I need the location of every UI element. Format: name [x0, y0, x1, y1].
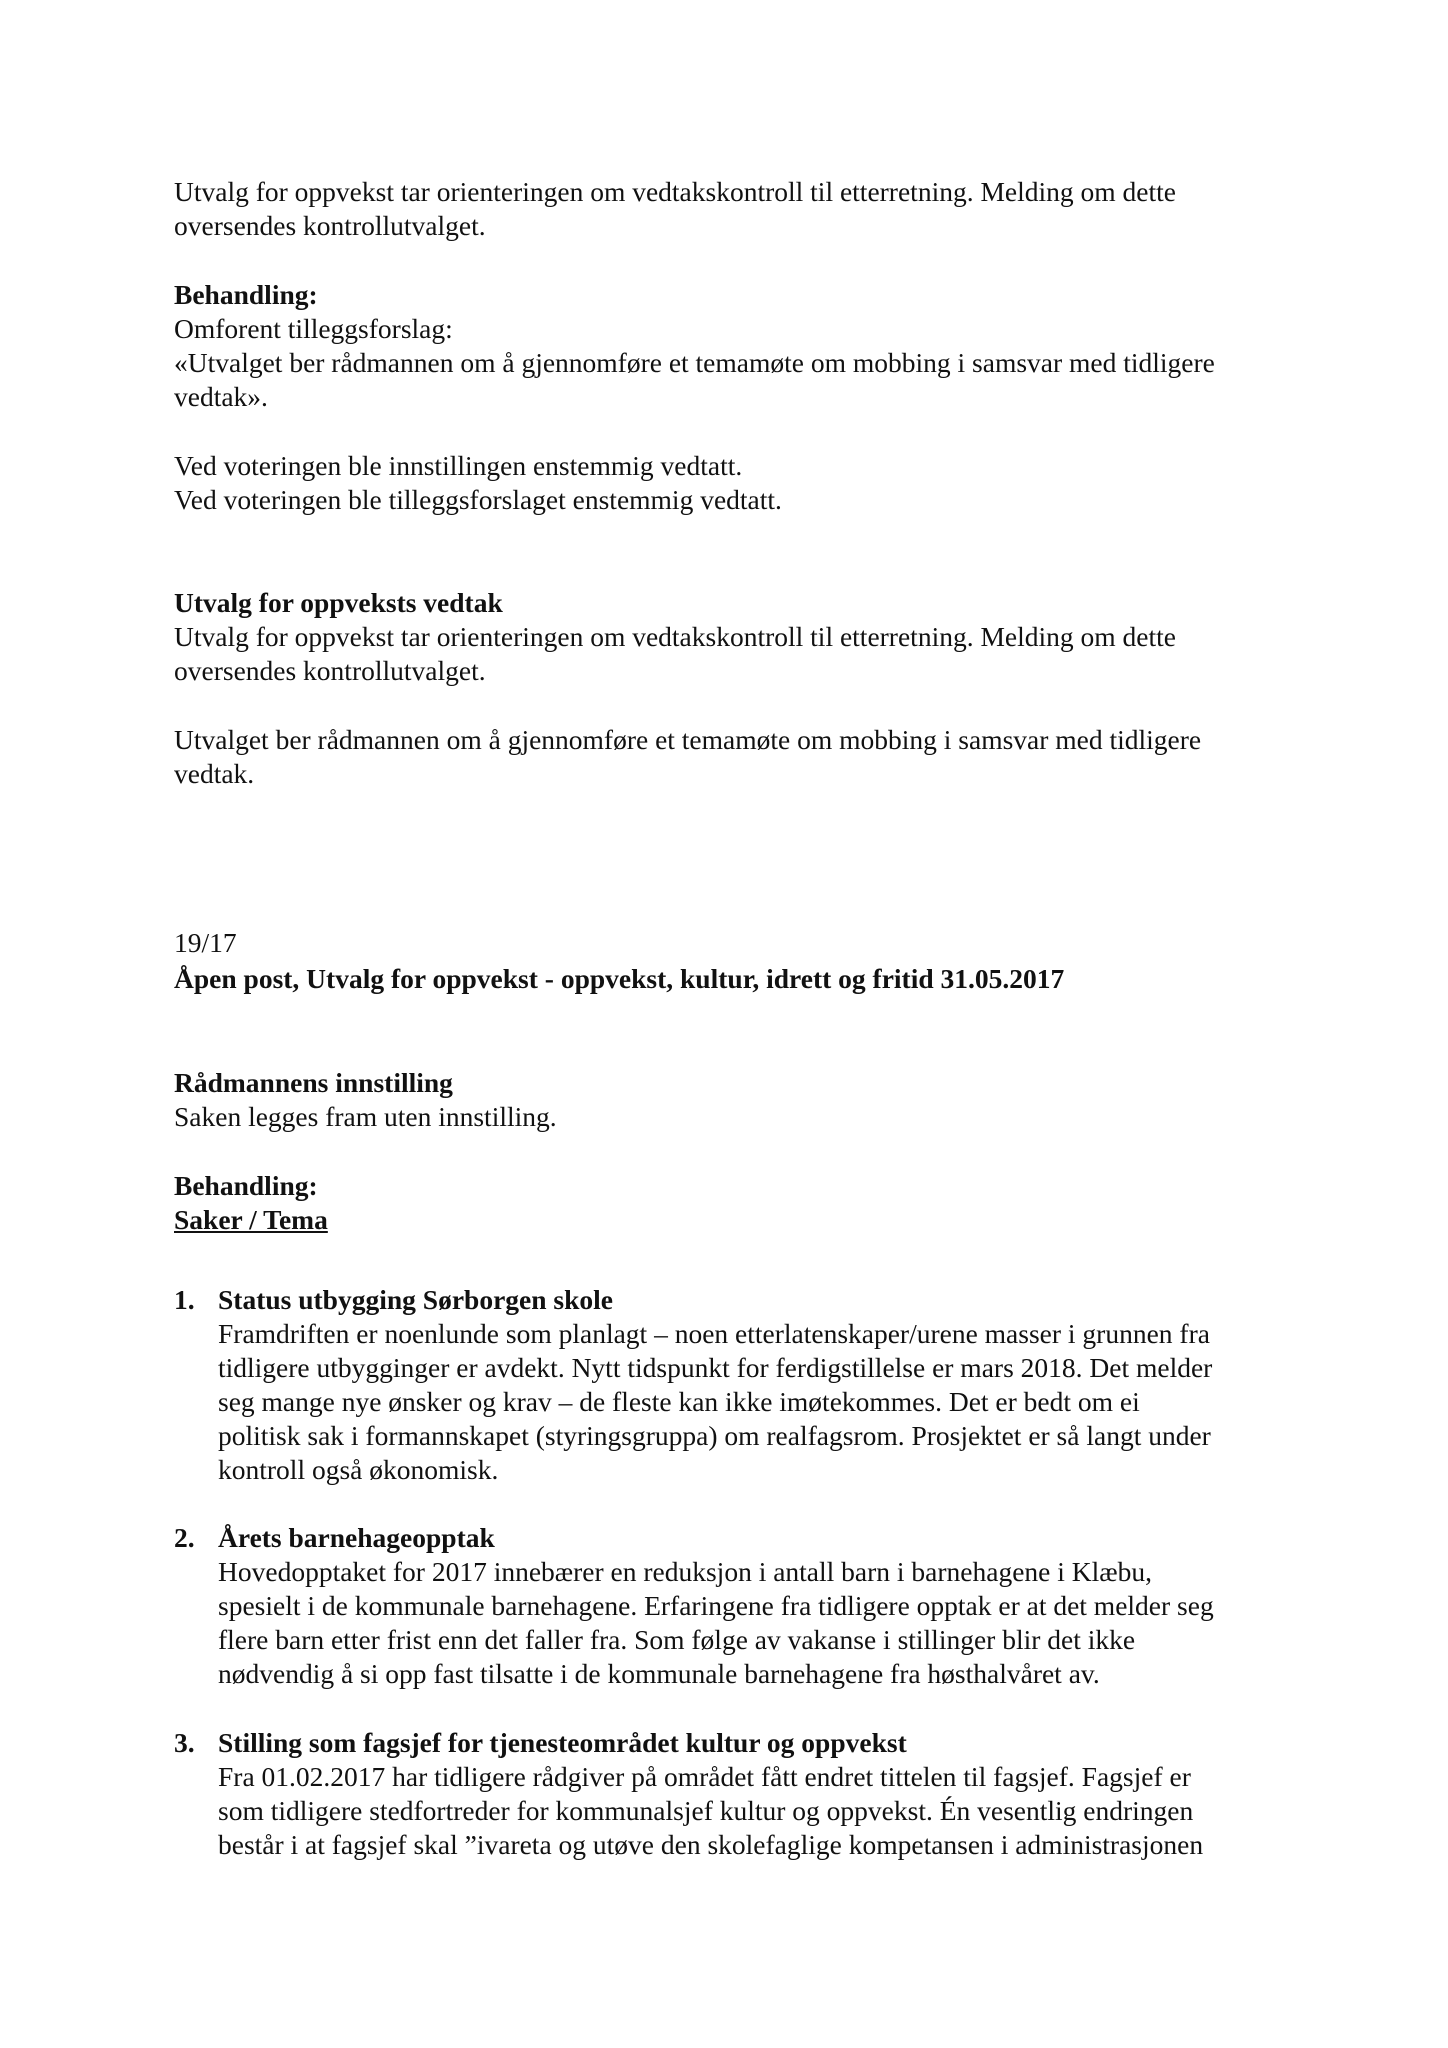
- paragraph-line: Utvalg for oppvekst tar orienteringen om vedtakskontroll til etterretning. Melding om dette: [174, 621, 1176, 652]
- list-item-line: som tidligere stedfortreder for kommunalsjef kultur og oppvekst. Én vesentlig endringen: [218, 1795, 1194, 1826]
- paragraph-line: Utvalget ber rådmannen om å gjennomføre et temamøte om mobbing i samsvar med tidligere: [174, 724, 1202, 755]
- list-item: [218, 1521, 1214, 1691]
- section-heading: Behandling:: [174, 1170, 318, 1201]
- paragraph-line: Ved voteringen ble tilleggsforslaget enstemmig vedtatt.: [174, 484, 782, 515]
- list-item-number: 3.: [174, 1727, 195, 1758]
- list-item-number: 1.: [174, 1284, 195, 1315]
- list-item-line: Hovedopptaket for 2017 innebærer en reduksjon i antall barn i barnehagene i Klæbu,: [218, 1556, 1152, 1587]
- paragraph-line: oversendes kontrollutvalget.: [174, 655, 486, 686]
- list-item-line: seg mange nye ønsker og krav – de fleste kan ikke imøtekommes. Det er bedt om ei: [218, 1386, 1140, 1417]
- list-item-title: Årets barnehageopptak: [218, 1522, 495, 1553]
- list-item-line: spesielt i de kommunale barnehagene. Erfaringene fra tidligere opptak er at det melder seg: [218, 1590, 1214, 1621]
- paragraph-line: Ved voteringen ble innstillingen enstemmig vedtatt.: [174, 450, 743, 481]
- paragraph-line: oversendes kontrollutvalget.: [174, 210, 486, 241]
- list-item: [218, 1283, 1212, 1487]
- paragraph-line: Omforent tilleggsforslag:: [174, 313, 453, 344]
- paragraph-line: Utvalg for oppvekst tar orienteringen om vedtakskontroll til etterretning. Melding om dette: [174, 176, 1176, 207]
- list-item-line: kontroll også økonomisk.: [218, 1454, 499, 1485]
- list-item-number: 2.: [174, 1522, 195, 1553]
- case-title: Åpen post, Utvalg for oppvekst - oppvekst, kultur, idrett og fritid 31.05.2017: [174, 963, 1065, 994]
- paragraph-line: vedtak».: [174, 381, 268, 412]
- list-item-line: Framdriften er noenlunde som planlagt – noen etterlatenskaper/urene masser i grunnen fra: [218, 1318, 1210, 1349]
- list-item-line: politisk sak i formannskapet (styringsgruppa) om realfagsrom. Prosjektet er så langt under: [218, 1420, 1211, 1451]
- paragraph-line: Saken legges fram uten innstilling.: [174, 1101, 557, 1132]
- list-item-title: Stilling som fagsjef for tjenesteområdet kultur og oppvekst: [218, 1727, 907, 1758]
- case-number: 19/17: [174, 927, 237, 958]
- list-item-title: Status utbygging Sørborgen skole: [218, 1284, 614, 1315]
- list-item: [218, 1726, 1203, 1862]
- list-item-line: flere barn etter frist enn det faller fra. Som følge av vakanse i stillinger blir det ikke: [218, 1624, 1136, 1655]
- section-heading: Utvalg for oppveksts vedtak: [174, 587, 503, 618]
- paragraph-line: vedtak.: [174, 758, 255, 789]
- section-heading: Behandling:: [174, 279, 318, 310]
- list-item-line: Fra 01.02.2017 har tidligere rådgiver på området fått endret tittelen til fagsjef. Fagsjef er: [218, 1761, 1191, 1792]
- section-subheading: Saker / Tema: [174, 1204, 328, 1235]
- list-item-line: nødvendig å si opp fast tilsatte i de kommunale barnehagene fra høsthalvåret av.: [218, 1658, 1100, 1689]
- list-item-line: tidligere utbygginger er avdekt. Nytt tidspunkt for ferdigstillelse er mars 2018. Det melder: [218, 1352, 1213, 1383]
- list-item-line: består i at fagsjef skal ”ivareta og utøve den skolefaglige kompetansen i administrasjonen: [218, 1829, 1204, 1860]
- paragraph-line: «Utvalget ber rådmannen om å gjennomføre et temamøte om mobbing i samsvar med tidligere: [174, 347, 1215, 378]
- section-heading: Rådmannens innstilling: [174, 1067, 453, 1098]
